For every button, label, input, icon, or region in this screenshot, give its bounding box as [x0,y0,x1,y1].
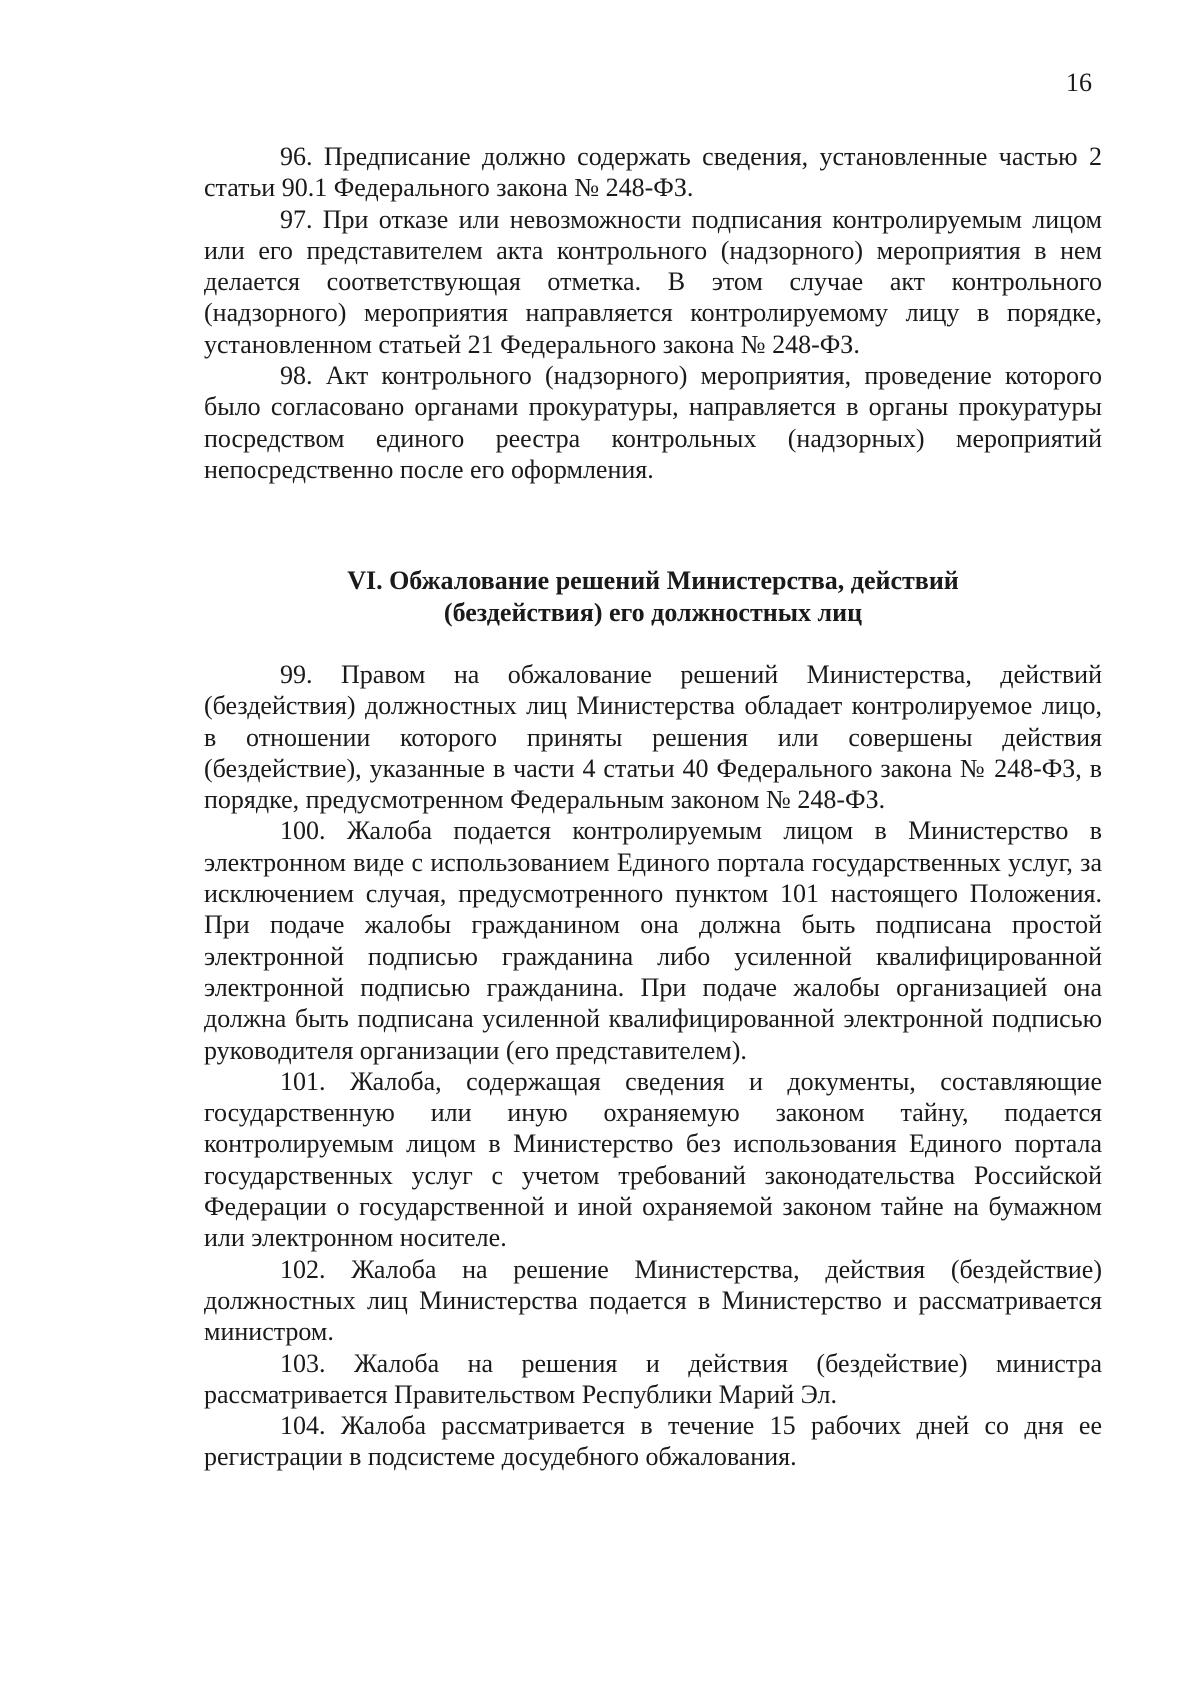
paragraph-103: 103. Жалоба на решения и действия (бездействие) министра рассматривается Правительством Республики Марий Эл. [204,1348,1102,1409]
paragraph-97: 97. При отказе или невозможности подписания контролируемым лицом или его представителем акта контрольного (надзорного) мероприятия в нем делается соответствующая отметка. В этом случае акт контрольного (надзорного) мероприятия направляется контролируемому лицу в порядке, установленном статьей 21 Федерального закона № 248-ФЗ. [204,204,1102,359]
paragraph-100: 100. Жалоба подается контролируемым лицом в Министерство в электронном виде с использованием Единого портала государственных услуг, за исключением случая, предусмотренного пунктом 101 настоящего Положения. При подаче жалобы гражданином она должна быть подписана простой электронной подписью гражданина либо усиленной квалифицированной электронной подписью гражданина. При подаче жалобы организацией она должна быть подписана усиленной квалифицированной электронной подписью руководителя организации (его представителем). [204,816,1102,1065]
paragraph-101: 101. Жалоба, содержащая сведения и документы, составляющие государственную или иную охраняемую законом тайну, подается контролируемым лицом в Министерство без использования Единого портала государственных услуг с учетом требований законодательства Российской Федерации о государственной и иной охраняемой законом тайне на бумажном или электронном носителе. [204,1066,1102,1253]
section-title-line-2: (бездействия) его должностных лиц [443,597,863,627]
paragraphs-after-section [204,659,1102,1473]
section-title-line-1: VI. Обжалование решений Министерства, действий [347,566,959,595]
section-heading [204,565,1102,628]
paragraph-104: 104. Жалоба рассматривается в течение 15 рабочих дней со дня ее регистрации в подсистеме досудебного обжалования. [204,1411,1102,1472]
page-number: 16 [1066,68,1092,97]
paragraph-98: 98. Акт контрольного (надзорного) мероприятия, проведение которого было согласовано органами прокуратуры, направляется в органы прокуратуры посредством единого реестра контрольных (надзорных) мероприятий непосредственно после его оформления. [204,361,1102,484]
paragraph-102: 102. Жалоба на решение Министерства, действия (бездействие) должностных лиц Министерства подается в Министерство и рассматривается министром. [204,1254,1102,1347]
paragraph-99: 99. Правом на обжалование решений Министерства, действий (бездействия) должностных лиц Министерства обладает контролируемое лицо, в отношении которого приняты решения или совершены действия (бездействие), указанные в части 4 статьи 40 Федерального закона № 248-ФЗ, в порядке, предусмотренном Федеральным законом № 248-ФЗ. [204,660,1102,815]
paragraphs-before-section [204,141,1102,485]
paragraph-96: 96. Предписание должно содержать сведения, установленные частью 2 статьи 90.1 Федерального закона № 248-ФЗ. [204,142,1102,203]
